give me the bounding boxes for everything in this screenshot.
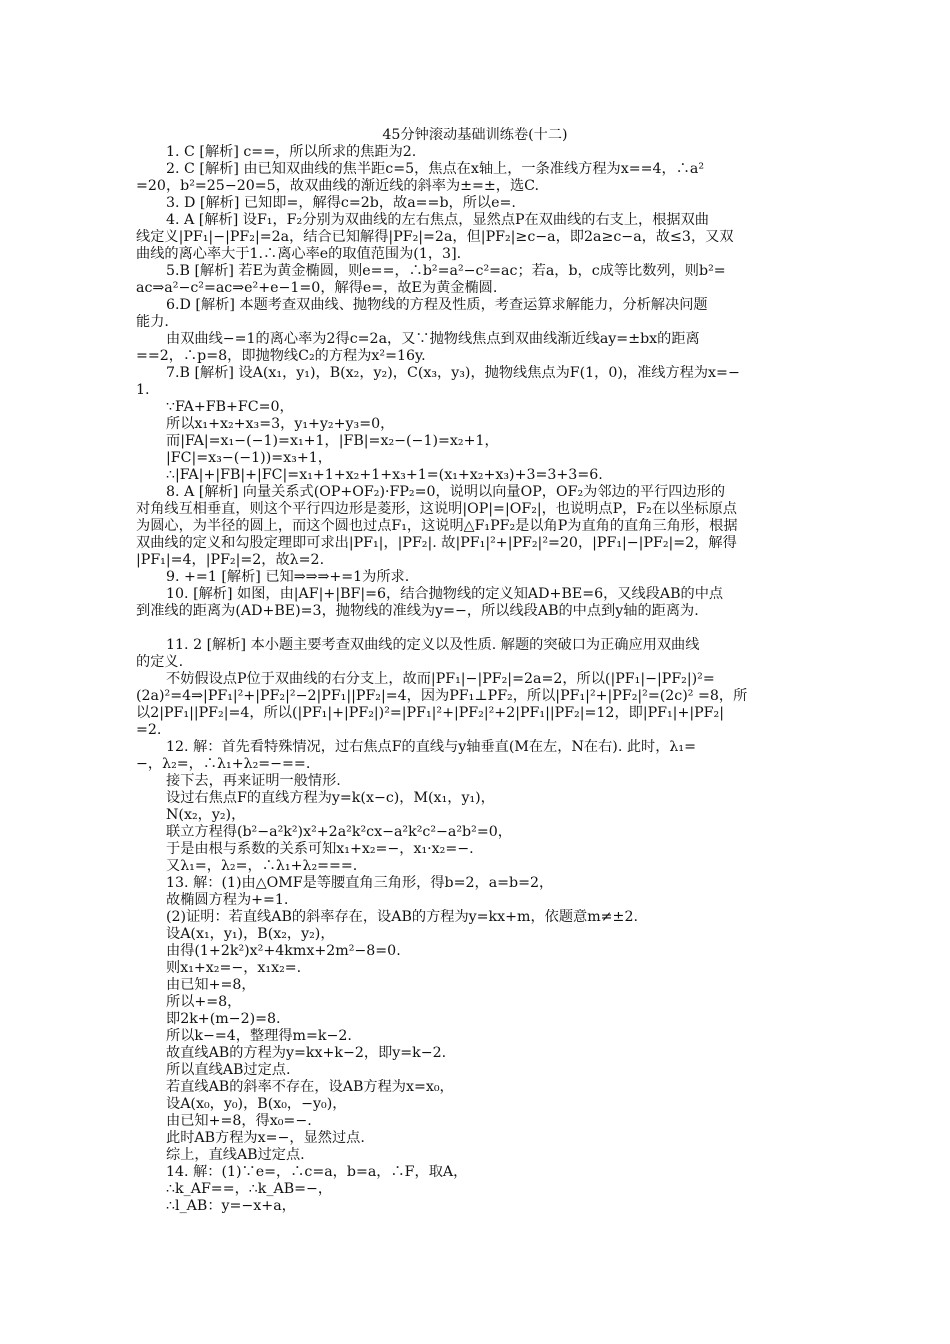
text-line: 7.B [解析] 设A(x₁，y₁)，B(x₂，y₂)，C(x₃，y₃)，抛物线焦点为F(1，0)，准线方程为x=− <box>166 365 740 381</box>
text-line: 1. <box>136 382 150 398</box>
text-line: 由已知+=8，得x₀=−. <box>166 1113 312 1129</box>
text-line: 所以+=8， <box>166 994 242 1010</box>
text-line: 的定义. <box>136 654 184 670</box>
text-line: 又λ₁=，λ₂=，∴λ₁+λ₂===. <box>166 858 358 874</box>
text-line: 设A(x₀，y₀)，B(x₀，−y₀)， <box>166 1096 347 1112</box>
text-line: 所以x₁+x₂+x₃=3，y₁+y₂+y₃=0， <box>166 416 395 432</box>
text-line: −，λ₂=，∴λ₁+λ₂=−==. <box>136 756 311 772</box>
text-line: 10. [解析] 如图，由|AF|+|BF|=6，结合抛物线的定义知AD+BE=6，又线段AB的中点 <box>166 586 724 602</box>
text-line: 所以直线AB过定点. <box>166 1062 291 1078</box>
text-line: ∵FA+FB+FC=0， <box>166 399 294 415</box>
text-line: 3. D [解析] 已知即=，解得c=2b，故a==b，所以e=. <box>166 195 516 211</box>
text-line: ac⇒a²−c²=ac⇒e²+e−1=0，解得e=，故E为黄金椭圆. <box>136 280 498 296</box>
text-line: 设A(x₁，y₁)，B(x₂，y₂)， <box>166 926 335 942</box>
text-line: 4. A [解析] 设F₁，F₂分别为双曲线的左右焦点，显然点P在双曲线的右支上，根据双曲 <box>166 212 709 228</box>
text-line: 12. 解：首先看特殊情况，过右焦点F的直线与y轴垂直(M在左，N在右). 此时，λ₁= <box>166 739 696 755</box>
text-line: 接下去，再来证明一般情形. <box>166 773 341 789</box>
text-line: 1. C [解析] c==，所以所求的焦距为2. <box>166 144 417 160</box>
text-line: ∴l_AB：y=−x+a， <box>166 1198 296 1214</box>
doc-title: 45分钟滚动基础训练卷(十二) <box>382 127 568 143</box>
text-line: 能力. <box>136 314 169 330</box>
text-line: 13. 解：(1)由△OMF是等腰直角三角形，得b=2，a=b=2， <box>166 875 554 891</box>
text-line: 11. 2 [解析] 本小题主要考查双曲线的定义以及性质. 解题的突破口为正确应用双曲线 <box>166 637 700 653</box>
text-line: 到准线的距离为(AD+BE)=3，抛物线的准线为y=−，所以线段AB的中点到y轴的距离为. <box>136 603 699 619</box>
text-line: 于是由根与系数的关系可知x₁+x₂=−，x₁·x₂=−. <box>166 841 474 857</box>
text-line: 以2|PF₁||PF₂|=4，所以(|PF₁|+|PF₂|)²=|PF₁|²+|PF₂|²+2|PF₁||PF₂|=12，即|PF₁|+|PF₂| <box>136 705 724 721</box>
text-line: 8. A [解析] 向量关系式(OP+OF₂)·FP₂=0，说明以向量OP，OF₂为邻边的平行四边形的 <box>166 484 726 500</box>
text-line: 2. C [解析] 由已知双曲线的焦半距c=5，焦点在x轴上，一条准线方程为x==4，∴a² <box>166 161 705 177</box>
text-line: =2. <box>136 722 162 738</box>
text-line: 14. 解：(1)∵e=，∴c=a，b=a，∴F，取A， <box>166 1164 468 1180</box>
text-line: 为圆心，为半径的圆上，而这个圆也过点F₁，这说明△F₁PF₂是以角P为直角的直角三角形，根据 <box>136 518 738 534</box>
text-line: |FC|=x₃−(−1))=x₃+1， <box>166 450 332 466</box>
text-line: 故椭圆方程为+=1. <box>166 892 289 908</box>
text-line: 若直线AB的斜率不存在，设AB方程为x=x₀， <box>166 1079 454 1095</box>
text-line: 综上，直线AB过定点. <box>166 1147 305 1163</box>
text-line: 曲线的离心率大于1.∴离心率e的取值范围为(1，3]. <box>136 246 462 262</box>
text-line: 即2k+(m−2)=8. <box>166 1011 281 1027</box>
text-line: 联立方程得(b²−a²k²)x²+2a²k²cx−a²k²c²−a²b²=0， <box>166 824 512 840</box>
text-line: 双曲线的定义和勾股定理即可求出|PF₁|，|PF₂|. 故|PF₁|²+|PF₂|²=20，|PF₁|−|PF₂|=2，解得 <box>136 535 737 551</box>
text-line: 5.B [解析] 若E为黄金椭圆，则e==，∴b²=a²−c²=ac；若a，b，c成等比数列，则b²= <box>166 263 726 279</box>
text-line: (2)证明：若直线AB的斜率存在，设AB的方程为y=kx+m，依题意m≠±2. <box>166 909 638 925</box>
text-line: N(x₂，y₂)， <box>166 807 246 823</box>
text-line: |PF₁|=4，|PF₂|=2，故λ=2. <box>136 552 325 568</box>
text-line: 设过右焦点F的直线方程为y=k(x−c)，M(x₁，y₁)， <box>166 790 495 806</box>
text-line: =20，b²=25−20=5，故双曲线的渐近线的斜率为±=±，选C. <box>136 178 540 194</box>
text-line: 对角线互相垂直，则这个平行四边形是菱形，这说明|OP|=|OF₂|，也说明点P，F₂在以坐标原点 <box>136 501 737 517</box>
text-line: 由双曲线−=1的离心率为2得c=2a，又∵抛物线焦点到双曲线渐近线ay=±bx的距离 <box>166 331 700 347</box>
text-line: (2a)²=4⇒|PF₁|²+|PF₂|²−2|PF₁||PF₂|=4，因为PF₁⊥PF₂，所以|PF₁|²+|PF₂|²=(2c)² =8，所 <box>136 688 748 704</box>
text-line: 而|FA|=x₁−(−1)=x₁+1，|FB|=x₂−(−1)=x₂+1， <box>166 433 499 449</box>
text-line: ==2，∴p=8，即抛物线C₂的方程为x²=16y. <box>136 348 426 364</box>
text-line: 由得(1+2k²)x²+4kmx+2m²−8=0. <box>166 943 401 959</box>
text-line: 则x₁+x₂=−，x₁x₂=. <box>166 960 302 976</box>
text-line: 6.D [解析] 本题考查双曲线、抛物线的方程及性质，考查运算求解能力，分析解决问题 <box>166 297 708 313</box>
text-line: 不妨假设点P位于双曲线的右分支上，故而|PF₁|−|PF₂|=2a=2，所以(|PF₁|−|PF₂|)²= <box>166 671 715 687</box>
text-line: 故直线AB的方程为y=kx+k−2，即y=k−2. <box>166 1045 447 1061</box>
text-line: 此时AB方程为x=−，显然过点. <box>166 1130 365 1146</box>
text-line: 由已知+=8， <box>166 977 256 993</box>
text-line: 9. +=1 [解析] 已知⇒⇒⇒+=1为所求. <box>166 569 410 585</box>
text-line: ∴|FA|+|FB|+|FC|=x₁+1+x₂+1+x₃+1=(x₁+x₂+x₃)+3=3+3=6. <box>166 467 603 483</box>
text-line: 所以k−=4，整理得m=k−2. <box>166 1028 352 1044</box>
text-line: ∴k_AF==，∴k_AB=−， <box>166 1181 333 1197</box>
text-line: 线定义|PF₁|−|PF₂|=2a，结合已知解得|PF₂|=2a，但|PF₂|≥c−a，即2a≥c−a，故≤3，又双 <box>136 229 734 245</box>
